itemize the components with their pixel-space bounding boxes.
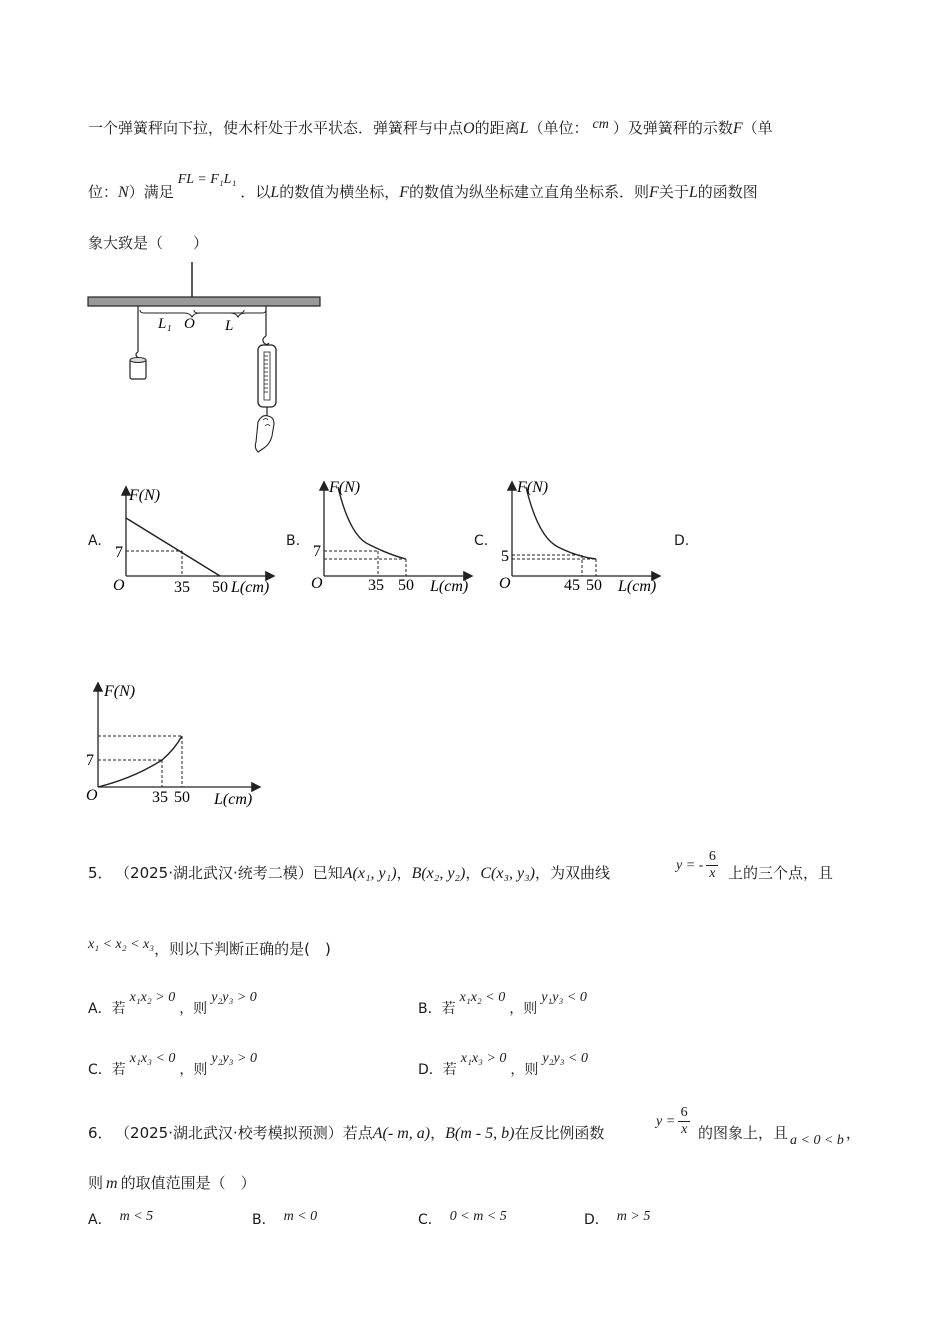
option-B-graph — [306, 475, 481, 600]
option-condition: x₁x₂ < 0 — [459, 990, 506, 1005]
lever-figure — [80, 260, 330, 455]
point-B: B(m - 5, b) — [445, 1125, 515, 1142]
option-text: ，则 — [179, 1062, 208, 1078]
label-L1: L₁ — [158, 316, 172, 332]
var-F: F — [399, 184, 410, 201]
var-F: F — [732, 120, 743, 137]
q4-text: ）满足 — [128, 183, 174, 201]
option-A-graph — [108, 480, 283, 605]
q6-text: 在反比例函数 — [514, 1124, 605, 1142]
x-tick: 35 — [368, 577, 384, 594]
q6-stem-line-1 — [88, 1122, 604, 1143]
q6-text: 的图象上，且 — [698, 1124, 789, 1142]
option-condition: x₁x₃ > 0 — [460, 1051, 507, 1066]
y-tick: 7 — [86, 752, 94, 769]
denominator: x — [706, 865, 718, 882]
option-condition: x₁x₂ > 0 — [129, 990, 176, 1005]
x-tick: 50 — [586, 577, 602, 594]
option-label: C． — [418, 1212, 442, 1228]
option-label: B． — [418, 1001, 442, 1017]
q4-text: （单 — [742, 119, 773, 137]
option-D-graph — [84, 676, 269, 811]
x-axis-label: L(cm) — [231, 579, 270, 596]
y-axis-label: F(N) — [517, 479, 549, 496]
equation-lhs: y = — [656, 1113, 676, 1129]
q4-text: 位： — [88, 183, 119, 201]
q5-curve-equation — [676, 849, 718, 882]
q4-text-line-2 — [88, 172, 758, 202]
separator: ， — [430, 1124, 446, 1142]
x-tick: 35 — [152, 789, 168, 806]
option-label: D． — [418, 1062, 443, 1078]
q6-option-B[interactable] — [252, 1209, 317, 1229]
var-m: m — [106, 1175, 118, 1192]
question-number: 5． — [88, 864, 113, 882]
point-A: A(- m, a) — [372, 1125, 431, 1142]
q4-text-line-1 — [88, 117, 773, 138]
x-axis-label: L(cm) — [618, 578, 657, 595]
condition: a < 0 < b — [790, 1133, 844, 1148]
y-axis-label: F(N) — [104, 683, 136, 700]
q6-option-D[interactable] — [584, 1209, 650, 1229]
question-source: （2025·湖北武汉·统考二模） — [122, 864, 313, 882]
numerator: 6 — [680, 1105, 688, 1120]
q4-text: 的数值为纵坐标建立直角坐标系．则 — [409, 183, 650, 201]
option-text: 若 — [111, 1001, 126, 1017]
q5-text: ，则以下判断正确的是( ) — [154, 940, 331, 958]
var-L: L — [688, 184, 698, 201]
separator: ， — [396, 864, 412, 882]
equation-lhs: y = - — [676, 857, 704, 873]
q4-text: 关于 — [658, 183, 689, 201]
option-result: y₂y₃ > 0 — [211, 1051, 257, 1066]
question-number: 6． — [88, 1124, 113, 1142]
q5-text: ，为双曲线 — [535, 864, 611, 882]
q6-text: ， — [845, 1124, 861, 1142]
q4-text: 一个弹簧秤向下拉，使木杆处于水平状态．弹簧秤与中点 — [88, 119, 464, 137]
q6-text-cont — [698, 1122, 861, 1148]
q4-text: ）及弹簧秤的示数 — [612, 119, 733, 137]
option-value: m > 5 — [616, 1209, 651, 1224]
question-source: （2025·湖北武汉·校考模拟预测） — [122, 1124, 343, 1142]
q5-stem-line-1 — [88, 862, 610, 883]
option-result: y₂y₃ < 0 — [542, 1051, 588, 1066]
q6-text: 若点 — [342, 1124, 373, 1142]
y-tick: 7 — [313, 543, 321, 560]
x-tick: 50 — [174, 789, 190, 806]
y-axis-label: F(N) — [329, 479, 361, 496]
fraction — [706, 849, 718, 882]
option-value: m < 5 — [119, 1209, 154, 1224]
condition: x₁ < x₂ < x₃ — [88, 937, 155, 952]
q6-option-A[interactable] — [88, 1209, 153, 1229]
unit-cm: cm — [592, 117, 609, 132]
denominator: x — [678, 1121, 690, 1138]
option-value: m < 0 — [283, 1209, 318, 1224]
graph-curve — [338, 487, 406, 559]
option-result: y₂y₃ > 0 — [211, 990, 257, 1005]
q4-text: 的函数图 — [697, 183, 758, 201]
option-text: ，则 — [510, 1062, 539, 1078]
option-label: C． — [88, 1062, 112, 1078]
option-text: ，则 — [179, 1001, 208, 1017]
y-axis-label: F(N) — [129, 487, 161, 504]
x-axis-label: L(cm) — [214, 791, 253, 808]
numerator: 6 — [708, 849, 716, 864]
graph-curve — [526, 487, 596, 559]
hand-icon — [255, 416, 274, 452]
option-D-label: D. — [674, 533, 690, 549]
q5-option-C[interactable] — [88, 1051, 257, 1079]
option-label: D． — [584, 1212, 609, 1228]
origin-label: O — [86, 787, 98, 804]
q5-option-A[interactable] — [88, 990, 257, 1018]
point-A: A(x₁, y₁) — [342, 865, 397, 882]
option-C-graph — [494, 475, 669, 600]
origin-label: O — [311, 575, 323, 592]
point-C: C(x₃, y₃) — [480, 865, 535, 882]
x-tick: 50 — [212, 579, 228, 596]
origin-label: O — [113, 577, 125, 594]
separator: ， — [465, 864, 481, 882]
option-B-label: B. — [286, 533, 301, 549]
q5-text: 已知 — [312, 864, 343, 882]
q5-option-B[interactable] — [418, 990, 587, 1018]
x-tick: 50 — [398, 577, 414, 594]
option-text: 若 — [442, 1062, 457, 1078]
q4-text: 的距离 — [474, 119, 520, 137]
option-result: y₁y₃ < 0 — [541, 990, 587, 1005]
formula-FL: FL = F₁L₁ — [177, 172, 237, 187]
x-axis-label: L(cm) — [430, 578, 469, 595]
q6-stem-line-2 — [88, 1172, 256, 1193]
option-text: 若 — [111, 1062, 126, 1078]
q4-text: 的数值为横坐标， — [279, 183, 400, 201]
option-A-label: A. — [88, 533, 102, 549]
q5-stem-line-2 — [88, 938, 331, 959]
fraction — [678, 1105, 690, 1138]
option-condition: x₁x₃ < 0 — [129, 1051, 176, 1066]
var-L: L — [519, 120, 529, 137]
var-N: N — [118, 184, 129, 201]
option-text: ，则 — [509, 1001, 538, 1017]
q4-text-line-3: 象大致是（ ） — [88, 234, 209, 252]
y-tick: 5 — [501, 548, 509, 565]
var-L: L — [270, 184, 280, 201]
option-label: B． — [252, 1212, 276, 1228]
option-C-label: C. — [474, 533, 489, 549]
var-O: O — [463, 120, 475, 137]
graph-curve — [126, 518, 220, 576]
q4-text: ．以 — [240, 183, 271, 201]
x-tick: 45 — [564, 577, 580, 594]
q6-function-equation — [656, 1105, 690, 1138]
wooden-rod — [88, 297, 320, 306]
option-label: A． — [88, 1212, 112, 1228]
graph-curve — [98, 736, 182, 787]
option-value: 0 < m < 5 — [449, 1209, 507, 1224]
q4-text: （单位： — [528, 119, 589, 137]
q6-text: 的取值范围是（ ） — [120, 1174, 256, 1192]
label-O: O — [184, 316, 195, 332]
option-label: A． — [88, 1001, 112, 1017]
label-L: L — [225, 318, 234, 334]
option-text: 若 — [441, 1001, 456, 1017]
var-F: F — [649, 184, 659, 201]
q5-text-cont: 上的三个点，且 — [728, 864, 834, 882]
point-B: B(x₂, y₂) — [411, 865, 466, 882]
q5-option-D[interactable] — [418, 1051, 588, 1079]
origin-label: O — [499, 575, 511, 592]
q6-text: 则 — [88, 1174, 104, 1192]
x-tick: 35 — [174, 579, 190, 596]
y-tick: 7 — [115, 544, 123, 561]
q6-option-C[interactable] — [418, 1209, 507, 1229]
